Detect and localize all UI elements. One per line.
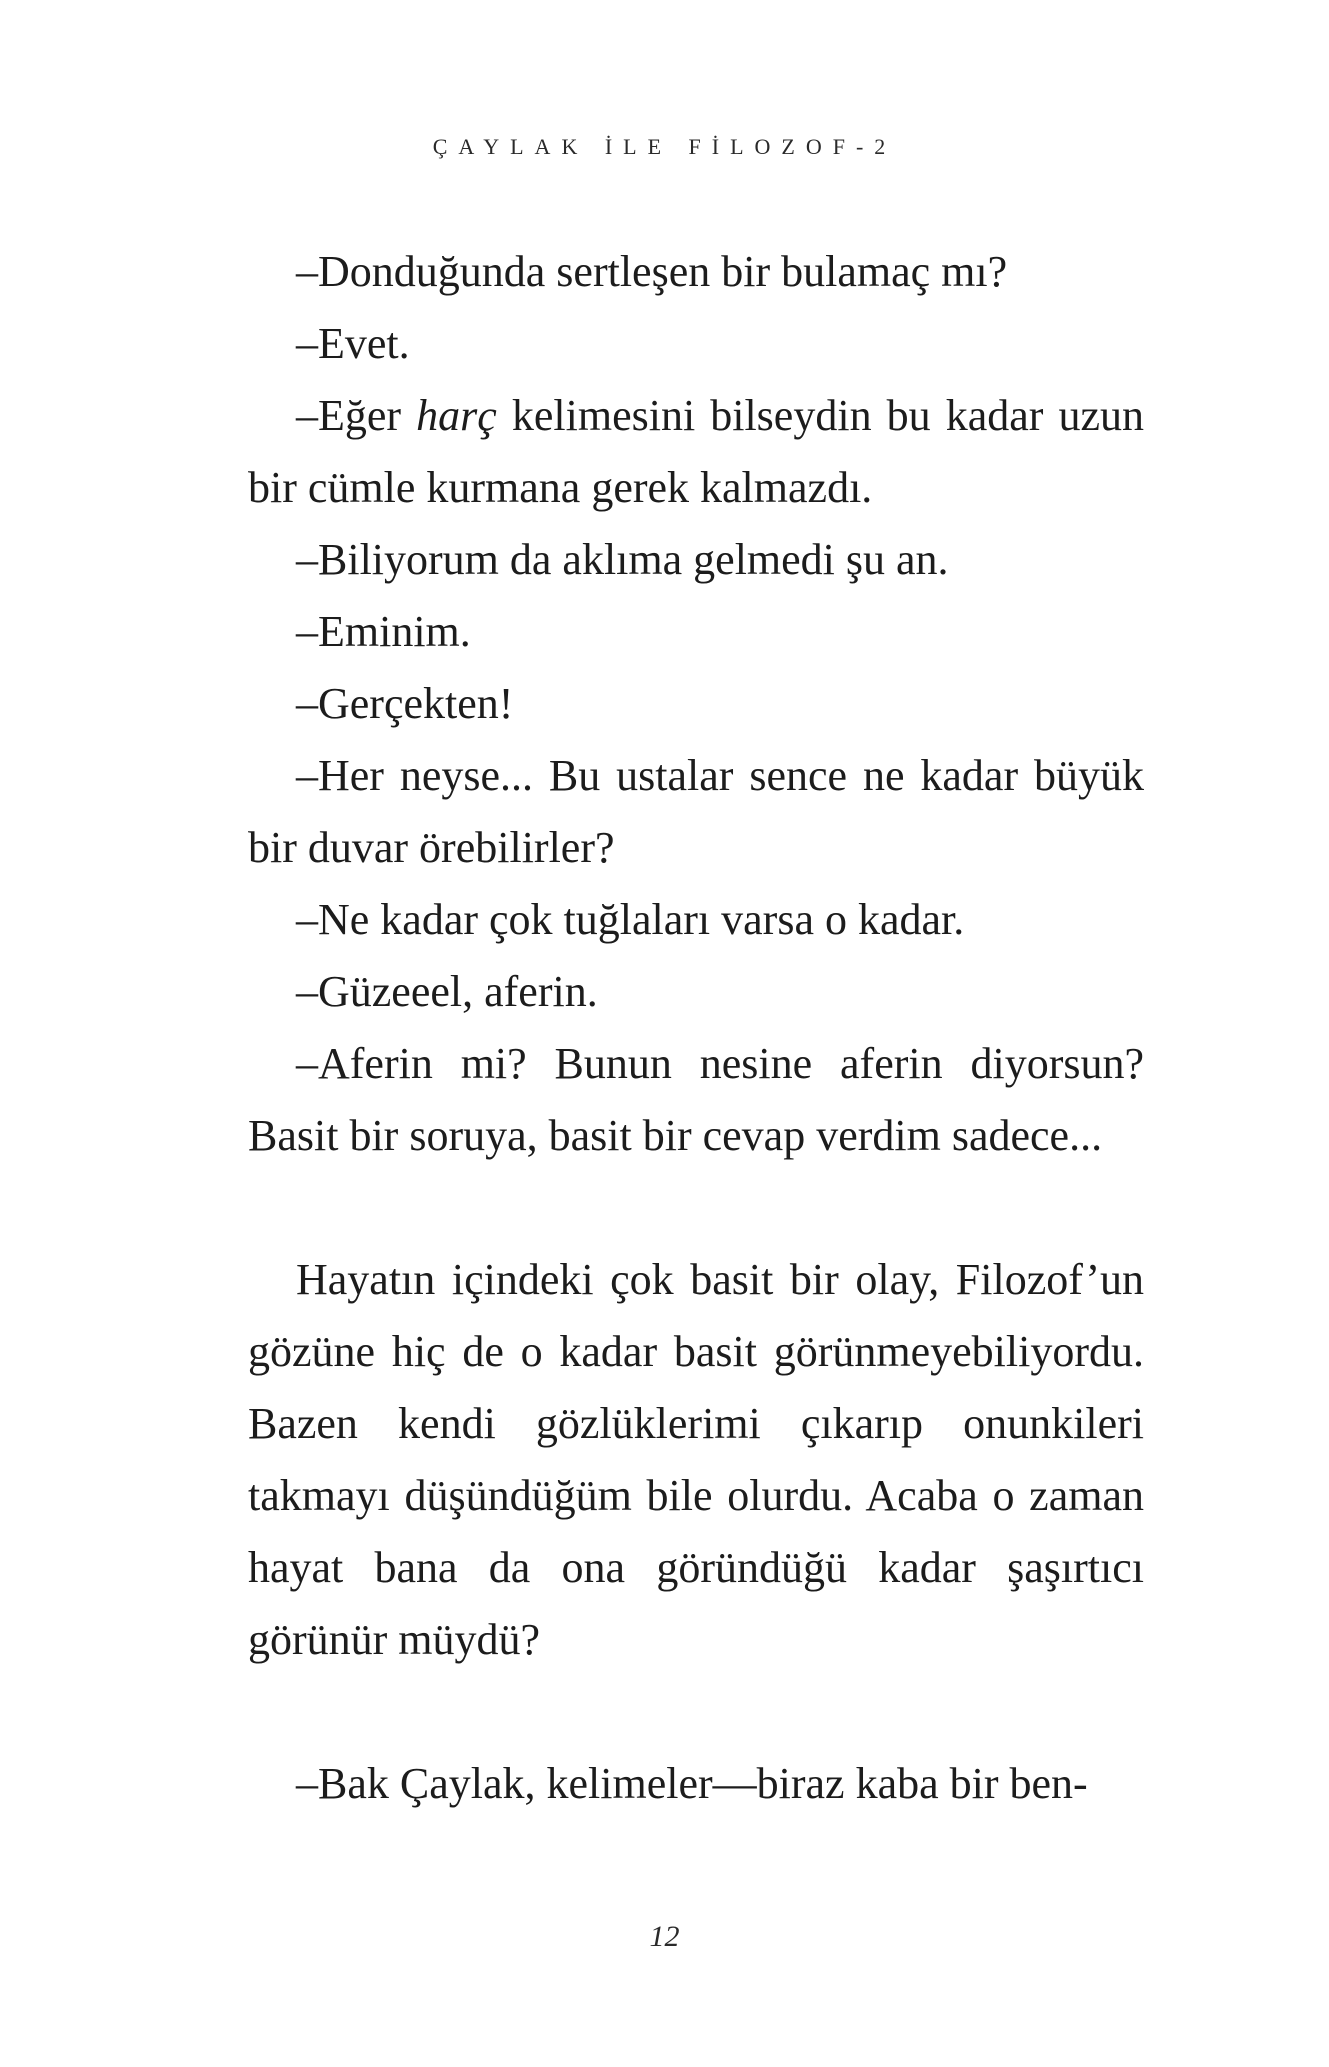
dialogue-line: –Biliyorum da aklıma gelmedi şu an. xyxy=(296,535,949,584)
dialogue-text: –Eğer xyxy=(296,391,417,440)
italic-term: harç xyxy=(416,391,497,440)
dialogue-line xyxy=(248,380,1144,524)
dialogue-line: –Güzeeel, aferin. xyxy=(296,967,598,1016)
dialogue-line: –Evet. xyxy=(296,319,410,368)
running-head: ÇAYLAK İLE FİLOZOF-2 xyxy=(432,134,897,159)
section-gap xyxy=(248,1172,1144,1244)
dialogue-line: –Bak Çaylak, kelimeler—biraz kaba bir ben- xyxy=(296,1759,1088,1808)
section-gap xyxy=(248,1676,1144,1748)
page-body xyxy=(248,236,1144,1820)
dialogue-line: –Gerçekten! xyxy=(296,679,514,728)
dialogue-line: –Eminim. xyxy=(296,607,471,656)
page-number: 12 xyxy=(649,1920,680,1953)
narration-paragraph: Hayatın içindeki çok basit bir olay, Filozof’un gözüne hiç de o kadar basit görünmeyebiliyordu. Bazen kendi gözlüklerimi çıkarıp onunkileri takmayı düşündüğüm bile olurdu. Acaba o zaman hayat bana da ona göründüğü kadar şaşırtıcı görünür müydü? xyxy=(248,1255,1144,1664)
dialogue-line: –Her neyse... Bu ustalar sence ne kadar büyük bir duvar örebilirler? xyxy=(248,751,1144,872)
dialogue-text: kelimesini bilseydin bu kadar uzun bir cümle kurmana gerek kalmazdı. xyxy=(248,391,1145,512)
dialogue-line: –Aferin mi? Bunun nesine aferin diyorsun? Basit bir soruya, basit bir cevap verdim sadece... xyxy=(248,1039,1144,1160)
dialogue-line: –Donduğunda sertleşen bir bulamaç mı? xyxy=(296,247,1008,296)
dialogue-line: –Ne kadar çok tuğlaları varsa o kadar. xyxy=(296,895,965,944)
